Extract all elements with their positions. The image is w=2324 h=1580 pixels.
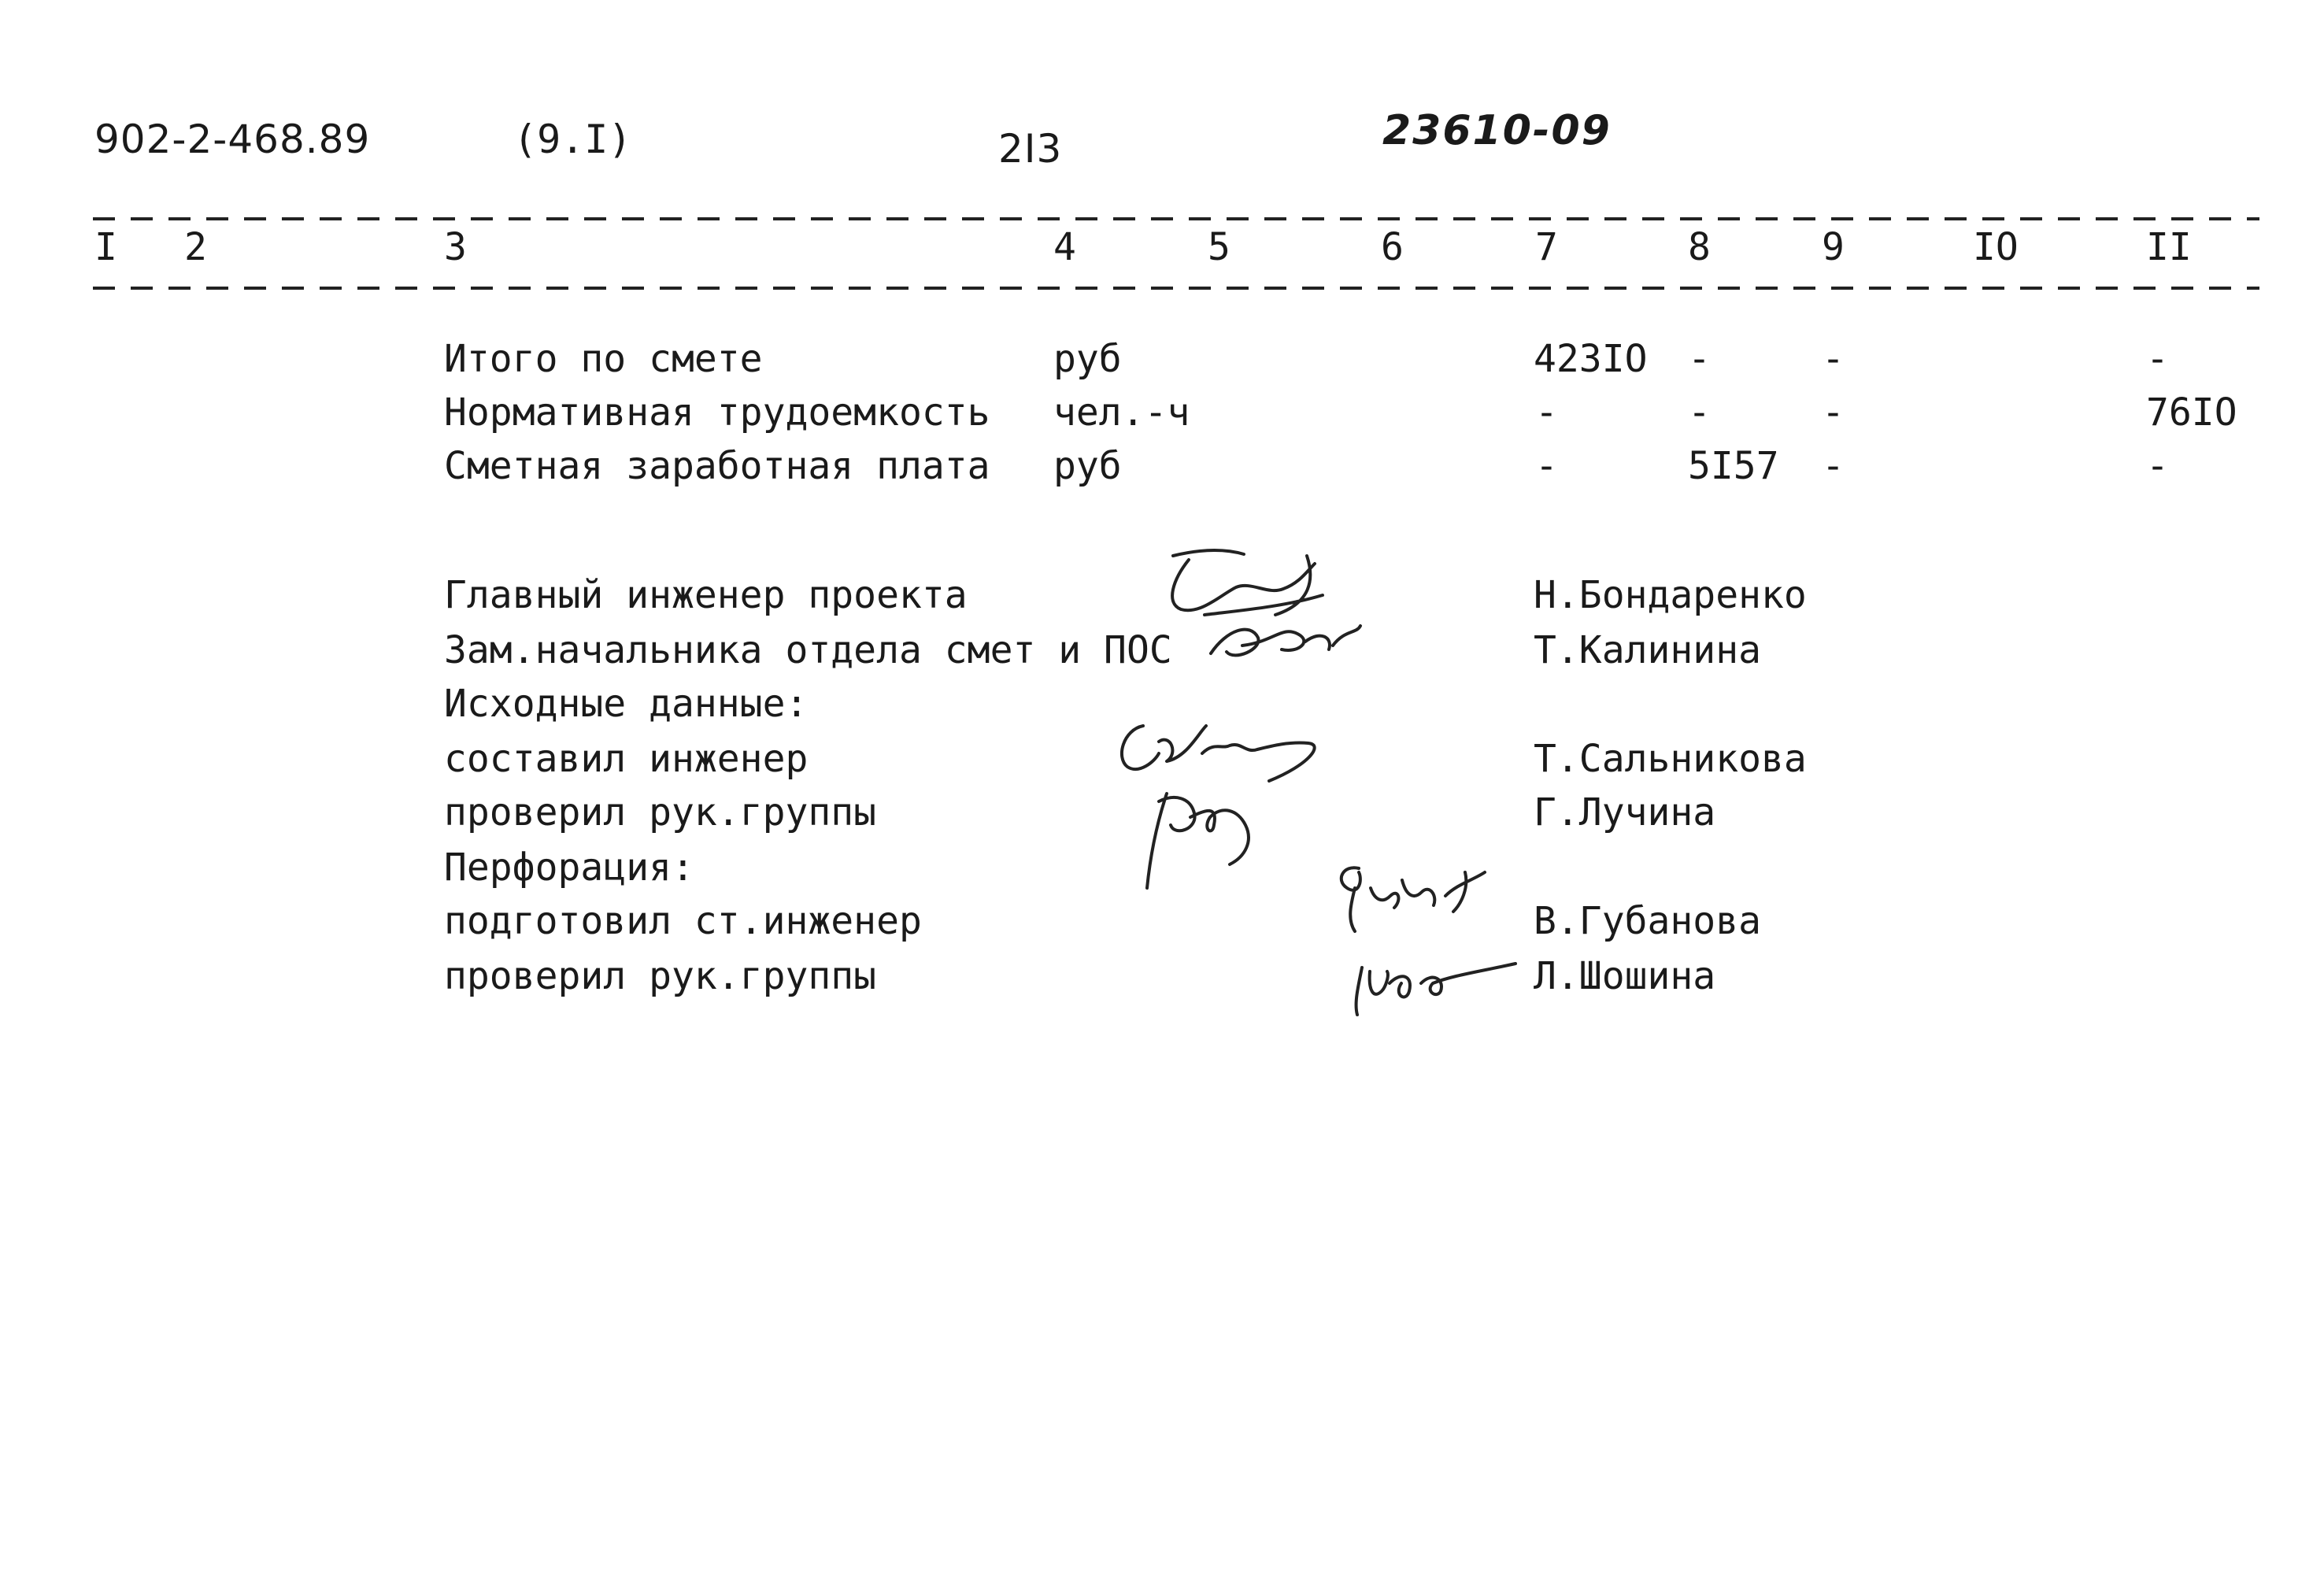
totals-unit: руб [1053, 337, 1122, 381]
column-number: 5 [1208, 225, 1230, 269]
signature-name: Т.Калинина [1534, 628, 1761, 672]
totals-unit: руб [1053, 444, 1122, 488]
totals-col11: - [2146, 444, 2169, 488]
signature-role: Исходные данные: [444, 682, 809, 726]
column-number: 3 [444, 225, 467, 269]
totals-col11: 76IO [2146, 390, 2237, 435]
column-header-top-rule [93, 217, 2259, 220]
totals-row [0, 390, 2324, 438]
handwritten-signature [1346, 948, 1527, 1019]
column-number: 4 [1053, 225, 1076, 269]
signature-row [0, 899, 2324, 946]
column-header-bottom-rule [93, 287, 2259, 290]
signature-name: Л.Шошина [1534, 954, 1716, 998]
page-number: 2I3 [998, 126, 1063, 172]
handwritten-signature [1327, 857, 1508, 943]
signature-name: Г.Лучина [1534, 790, 1716, 834]
column-number: 2 [184, 225, 207, 269]
signature-role: подготовил ст.инженер [444, 899, 922, 943]
totals-col8: - [1688, 337, 1711, 381]
totals-col11: - [2146, 337, 2169, 381]
handwritten-signature [1127, 770, 1301, 904]
signature-role: проверил рук.группы [444, 954, 877, 998]
signature-role: проверил рук.группы [444, 790, 877, 834]
totals-label: Итого по смете [444, 337, 763, 381]
totals-unit: чел.-ч [1053, 390, 1190, 435]
totals-label: Нормативная трудоемкость [444, 390, 990, 435]
totals-row [0, 337, 2324, 384]
totals-col7: 423IO [1534, 337, 1648, 381]
totals-row [0, 444, 2324, 491]
signature-role: составил инженер [444, 737, 809, 781]
signature-role: Главный инженер проекта [444, 573, 968, 617]
column-number: I [94, 225, 117, 269]
totals-col9: - [1822, 444, 1845, 488]
signature-role: Зам.начальника отдела смет и ПОС [444, 628, 1172, 672]
column-number: 7 [1535, 225, 1558, 269]
document-code: 902-2-468.89 [94, 117, 371, 162]
totals-col8: - [1688, 390, 1711, 435]
signature-name: В.Губанова [1534, 899, 1761, 943]
column-number: IO [1973, 225, 2019, 269]
totals-col8: 5I57 [1688, 444, 1779, 488]
totals-col7: - [1535, 444, 1558, 488]
section-number: (9.I) [513, 117, 632, 162]
column-number: 6 [1381, 225, 1404, 269]
column-number: II [2146, 225, 2192, 269]
totals-label: Сметная заработная плата [444, 444, 990, 488]
column-number: 8 [1688, 225, 1711, 269]
handwritten-signature [1203, 606, 1368, 669]
signature-name: Т.Сальникова [1534, 737, 1807, 781]
archive-number: 23610-09 [1382, 107, 1612, 154]
totals-col7: - [1535, 390, 1558, 435]
signature-name: Н.Бондаренко [1534, 573, 1807, 617]
totals-col9: - [1822, 337, 1845, 381]
column-number: 9 [1822, 225, 1845, 269]
signature-row [0, 954, 2324, 1001]
signature-row [0, 628, 2324, 675]
signature-role: Перфорация: [444, 846, 694, 890]
totals-col9: - [1822, 390, 1845, 435]
